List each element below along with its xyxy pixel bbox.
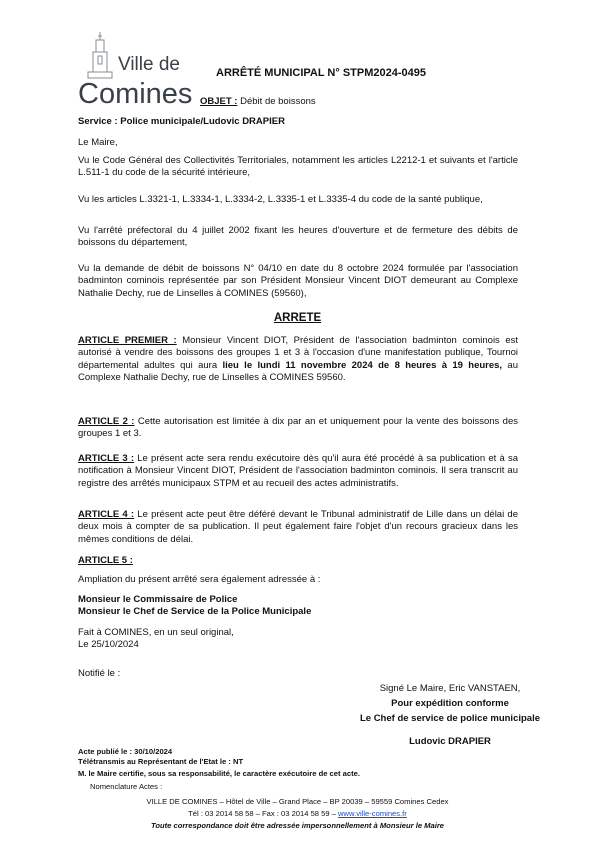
fait-lieu: Fait à COMINES, en un seul original, bbox=[78, 627, 234, 638]
considerant-4: Vu la demande de débit de boissons N° 04/10 en date du 8 octobre 2024 formulée par l'association badminton cominois représentée par son Président Monsieur Vincent DIOT demeurant au Complexe Nathalie Dechy, rue de Linselles à COMINES (59560), bbox=[78, 263, 518, 299]
considerant-3: Vu l'arrêté préfectoral du 4 juillet 2002 fixant les heures d'ouverture et de fermeture des débits de boissons du département, bbox=[78, 225, 518, 249]
footer-certifie: M. le Maire certifie, sous sa responsabilité, le caractère exécutoire de cet acte. bbox=[78, 769, 360, 778]
logo-text-ville-de: Ville de bbox=[118, 54, 180, 75]
footer-website-link[interactable]: www.ville-comines.fr bbox=[338, 809, 407, 818]
footer-teletransmis: Télétransmis au Représentant de l'Etat le : NT bbox=[78, 757, 244, 766]
considerant-1: Vu le Code Général des Collectivités Territoriales, notamment les articles L2212-1 et suivants et l'article L.511-1 du code de la sécurité intérieure, bbox=[78, 155, 518, 179]
objet-line bbox=[200, 96, 316, 107]
footer-mention: Toute correspondance doit être adressée impersonnellement à Monsieur le Maire bbox=[150, 821, 444, 830]
signature-fonction: Le Chef de service de police municipale bbox=[359, 713, 541, 724]
signature-nom: Ludovic DRAPIER bbox=[409, 736, 491, 747]
signature-expedition: Pour expédition conforme bbox=[391, 698, 509, 709]
article-2-text: Cette autorisation est limitée à dix par an et uniquement pour la vente des boissons des groupes 1 et 3. bbox=[78, 416, 519, 440]
ampliation: Ampliation du présent arrêté sera également adressée à : bbox=[78, 574, 321, 585]
footer-nomenclature: Nomenclature Actes : bbox=[90, 782, 163, 791]
footer-address: VILLE DE COMINES – Hôtel de Ville – Grand Place – BP 20039 – 59559 Comines Cedex bbox=[146, 797, 449, 806]
article-4 bbox=[78, 509, 518, 546]
destinataire-1: Monsieur le Commissaire de Police bbox=[78, 594, 238, 605]
objet-label: OBJET : bbox=[200, 96, 238, 107]
article-1-text: Monsieur Vincent DIOT, Président de l'association badminton cominois est autorisé à vendre des boissons des groupes 1 et 3 à l'occasion d'une manifestation publique, Tournoi départemental adultes qui aura bbox=[78, 335, 519, 371]
article-1-date: lieu le lundi 11 novembre 2024 de 8 heures à 19 heures, bbox=[222, 359, 503, 371]
article-2-label: ARTICLE 2 : bbox=[78, 416, 135, 427]
article-1-label: ARTICLE PREMIER : bbox=[78, 335, 177, 346]
footer-phone: Tél : 03 2014 58 58 – Fax : 03 2014 58 59 – bbox=[188, 809, 339, 818]
article-1-text-end: au Complexe Nathalie Dechy, rue de Linselles à COMINES 59560. bbox=[78, 359, 518, 384]
footer-contact bbox=[0, 809, 595, 818]
signature-maire: Signé Le Maire, Eric VANSTAEN, bbox=[379, 683, 521, 694]
article-3 bbox=[78, 453, 518, 490]
service-line: Service : Police municipale/Ludovic DRAPIER bbox=[78, 116, 285, 127]
article-5-label: ARTICLE 5 : bbox=[78, 555, 133, 566]
salutation: Le Maire, bbox=[78, 137, 118, 148]
article-3-text: Le présent acte sera rendu exécutoire dès qu'il aura été procédé à sa publication et à sa notification à Monsieur Vincent DIOT, Président de l'association badminton cominois. Il sera transcrit au registre des arrêtés municipaux STPM et au recueil des actes administratifs. bbox=[78, 453, 518, 489]
page-title: ARRÊTÉ MUNICIPAL N° STPM2024-0495 bbox=[216, 67, 426, 79]
article-3-label: ARTICLE 3 : bbox=[78, 453, 135, 464]
fait-a bbox=[78, 627, 518, 651]
fait-date: Le 25/10/2024 bbox=[78, 639, 139, 650]
notifie-le: Notifié le : bbox=[78, 668, 121, 679]
article-2 bbox=[78, 416, 518, 441]
destinataire-2: Monsieur le Chef de Service de la Police Municipale bbox=[78, 606, 312, 617]
considerant-2: Vu les articles L.3321-1, L.3334-1, L.3334-2, L.3335-1 et L.3335-4 du code de la santé publique, bbox=[78, 194, 483, 205]
article-4-text: Le présent acte peut être déféré devant le Tribunal administratif de Lille dans un délai de deux mois à compter de sa publication. Il peut également faire l'objet d'un recours gracieux dans les mêmes conditions de délai. bbox=[78, 509, 518, 545]
destinataires bbox=[78, 594, 518, 618]
article-4-label: ARTICLE 4 : bbox=[78, 509, 135, 520]
logo-text-comines: Comines bbox=[78, 78, 193, 110]
objet-text: Débit de boissons bbox=[237, 96, 316, 107]
arrete-heading: ARRETE bbox=[273, 312, 322, 324]
article-1 bbox=[78, 335, 518, 385]
footer-publie: Acte publié le : 30/10/2024 bbox=[78, 747, 173, 756]
article-5 bbox=[78, 555, 518, 567]
